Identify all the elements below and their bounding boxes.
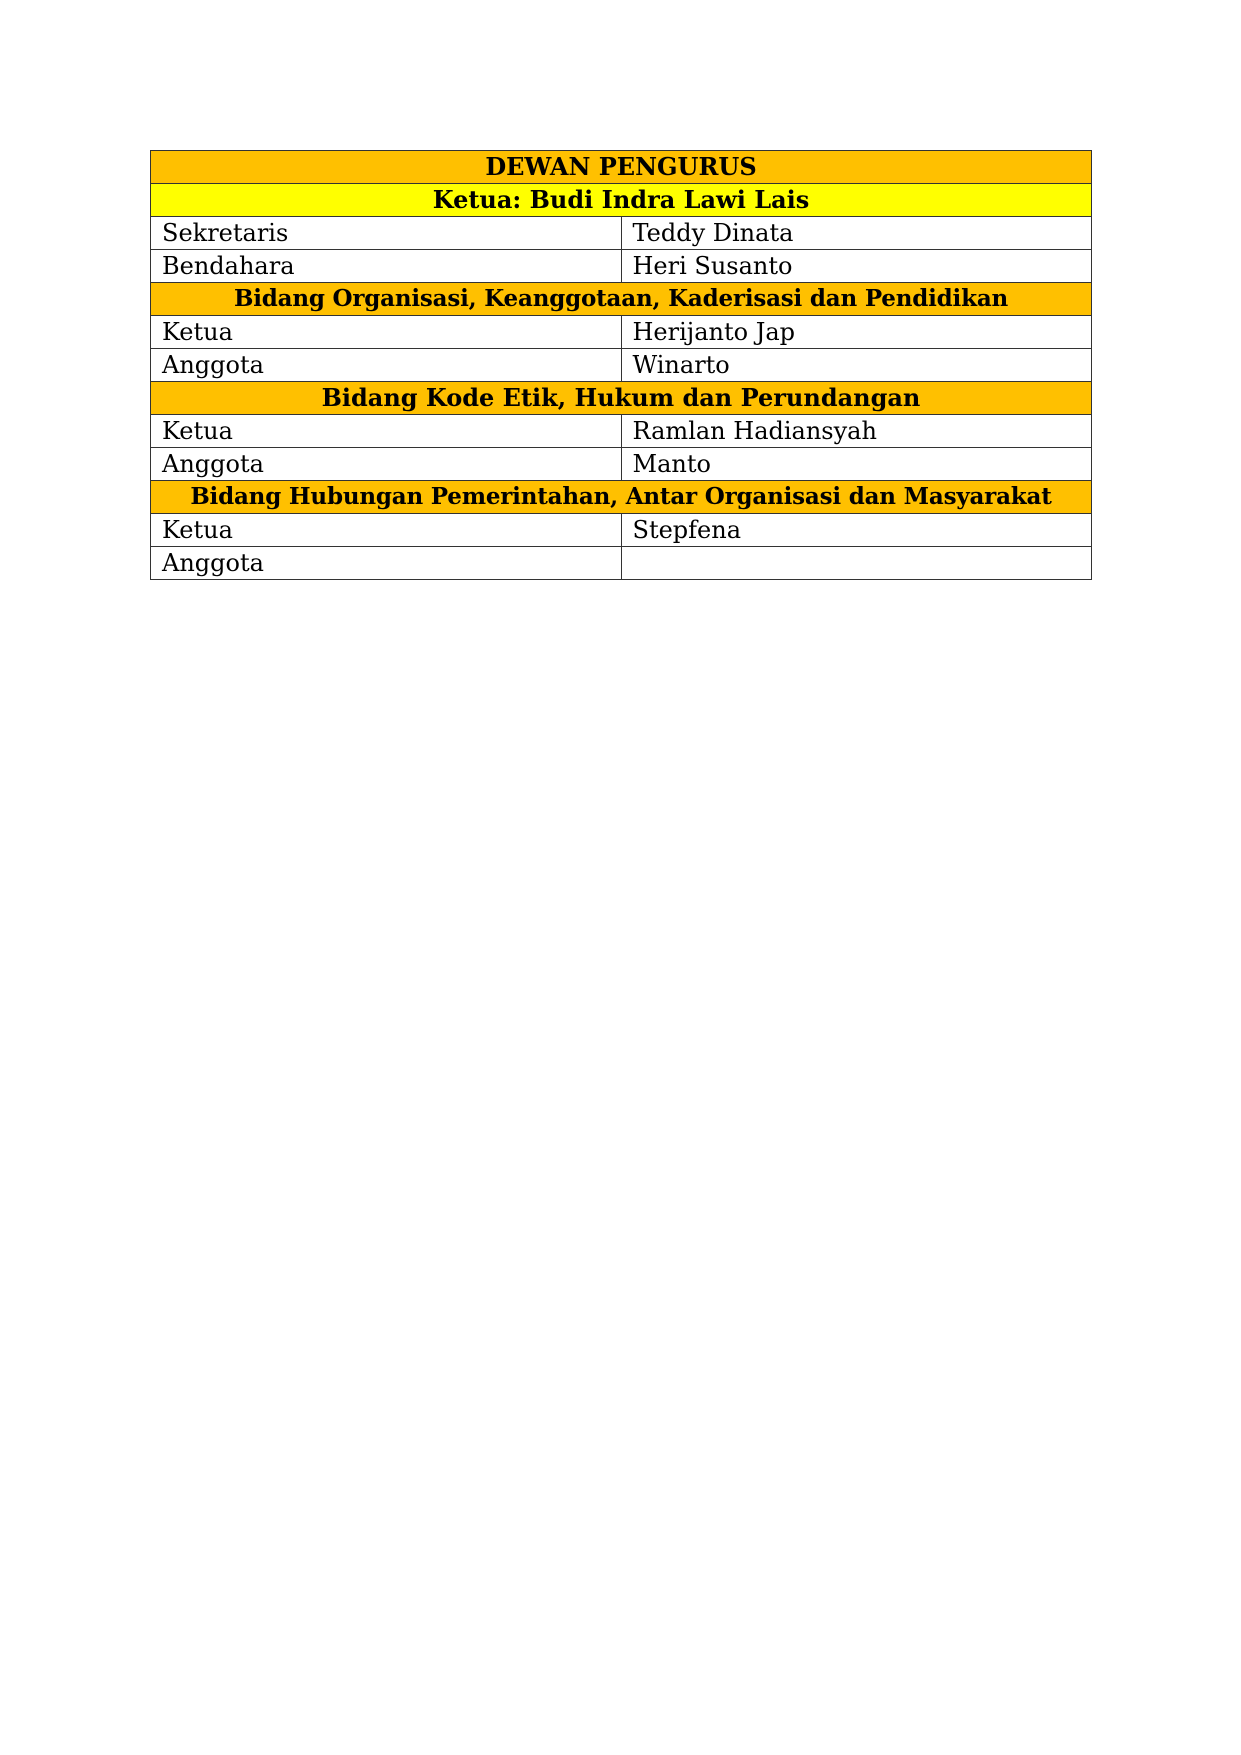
name-cell: Teddy Dinata — [621, 217, 1092, 250]
role-cell: Ketua — [151, 316, 622, 349]
board-title: DEWAN PENGURUS — [151, 151, 1092, 184]
section-title: Bidang Kode Etik, Hukum dan Perundangan — [151, 382, 1092, 415]
role-cell: Bendahara — [151, 250, 622, 283]
role-cell: Sekretaris — [151, 217, 622, 250]
table-row — [151, 349, 1092, 382]
name-cell: Ramlan Hadiansyah — [621, 415, 1092, 448]
role-cell: Anggota — [151, 448, 622, 481]
board-chair: Ketua: Budi Indra Lawi Lais — [151, 184, 1092, 217]
title-row — [151, 151, 1092, 184]
role-cell: Anggota — [151, 547, 622, 580]
name-cell: Heri Susanto — [621, 250, 1092, 283]
board-table — [150, 150, 1092, 580]
name-cell — [621, 547, 1092, 580]
table-row — [151, 448, 1092, 481]
table-row — [151, 547, 1092, 580]
name-cell: Manto — [621, 448, 1092, 481]
table-row — [151, 217, 1092, 250]
section-header-row — [151, 382, 1092, 415]
section-header-row — [151, 283, 1092, 316]
section-title: Bidang Hubungan Pemerintahan, Antar Organisasi dan Masyarakat — [151, 481, 1092, 514]
role-cell: Anggota — [151, 349, 622, 382]
name-cell: Stepfena — [621, 514, 1092, 547]
table-row — [151, 415, 1092, 448]
table-row — [151, 316, 1092, 349]
table-row — [151, 514, 1092, 547]
name-cell: Winarto — [621, 349, 1092, 382]
role-cell: Ketua — [151, 415, 622, 448]
table-row — [151, 250, 1092, 283]
chair-row — [151, 184, 1092, 217]
name-cell: Herijanto Jap — [621, 316, 1092, 349]
section-header-row — [151, 481, 1092, 514]
role-cell: Ketua — [151, 514, 622, 547]
section-title: Bidang Organisasi, Keanggotaan, Kaderisasi dan Pendidikan — [151, 283, 1092, 316]
